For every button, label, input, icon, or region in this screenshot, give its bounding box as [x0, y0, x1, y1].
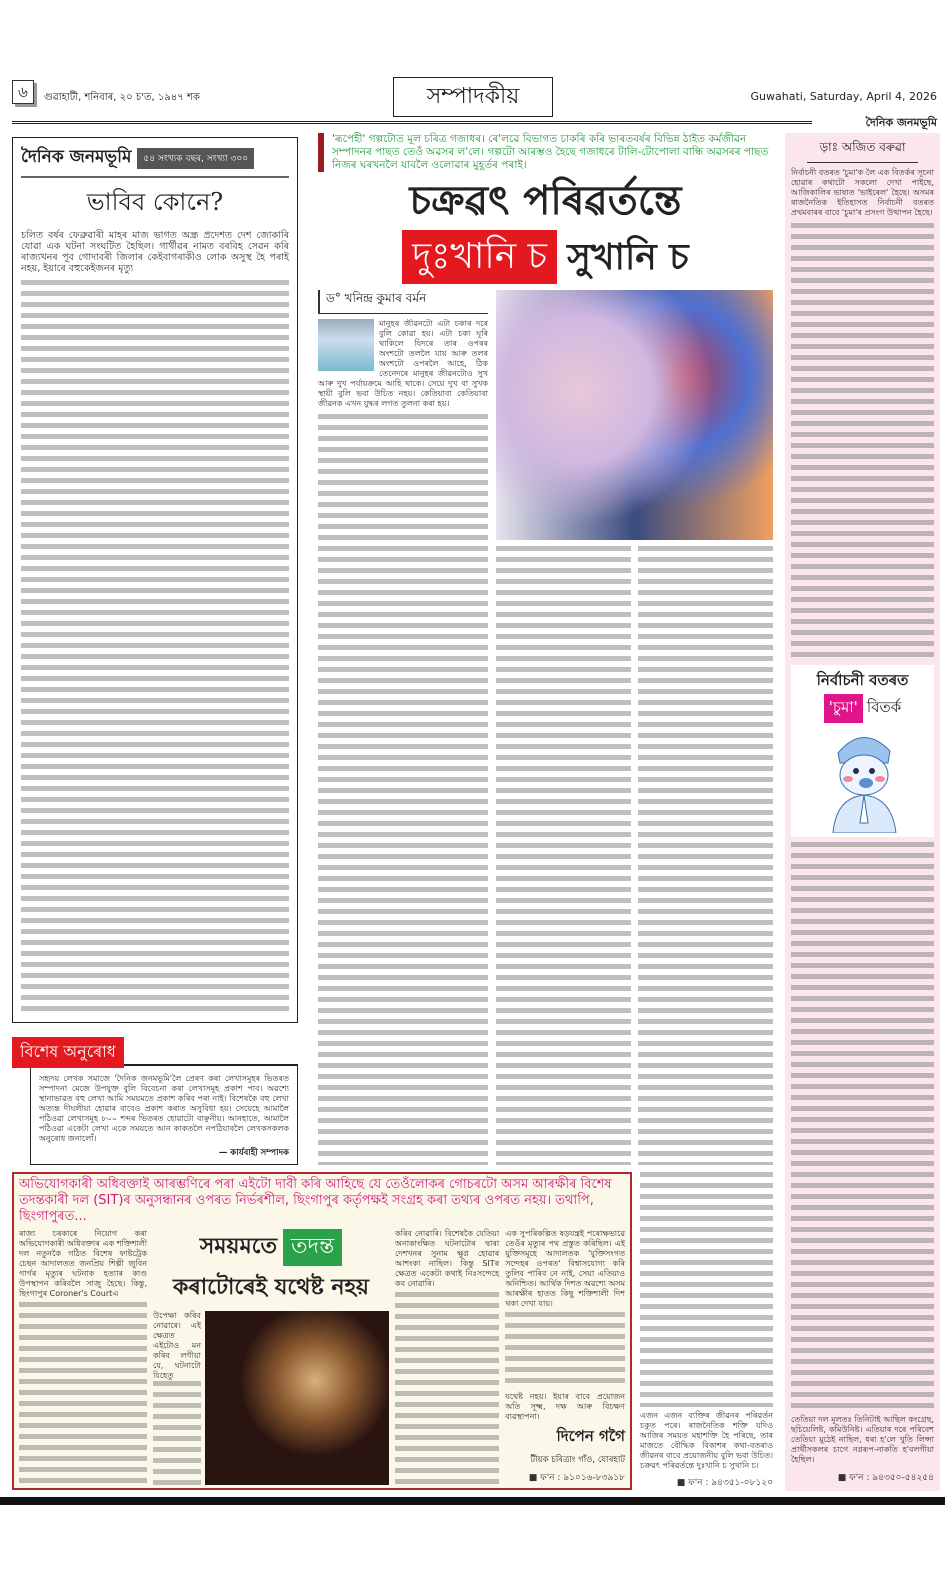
left-column: [12, 137, 298, 1165]
bottom-headline: সময়মতে: [199, 1233, 278, 1259]
editorial-title: ভাবিব কোনে?: [86, 188, 224, 216]
cartoon-title-row: [824, 694, 901, 723]
masthead-row: [21, 144, 289, 178]
feature-body-end: এজন এজন ব্যক্তিৰ জীৱনৰ পৰিৱৰ্তন চকুত পৰে। ৰাজনৈতিক শক্তি যদিও আজিৰ সময়ত মহাশক্তি হৈ পৰিছে, তাৰ মাজতে বৌদ্ধিক বিকাশৰ কথা-বতৰাও জীৱনৰ বাবে প্ৰয়োজনীয় বুলি ভবা উচিত। চক্ৰৱৎ পৰিৱৰ্তন্তে দুঃখানি চ সুখানি চ।: [640, 1411, 773, 1470]
bottom-column-3: [395, 1229, 499, 1485]
bottom-address: টীয়ক চৰিত্ৰাং গাঁও, যোৰহাট: [530, 1455, 625, 1465]
cartoon-title-rest: বিতৰ্ক: [866, 697, 902, 716]
bottom-headline-highlight: তদন্ত: [283, 1229, 342, 1266]
header-rule: [12, 121, 812, 125]
cartoon-box: [791, 665, 934, 837]
politician-cartoon-icon: [818, 723, 908, 833]
feature-column-1: [318, 290, 488, 1165]
bottom-column-4: [505, 1229, 625, 1485]
bottom-column-2: [153, 1311, 201, 1485]
date-english: Guwahati, Saturday, April 4, 2026: [750, 90, 937, 103]
text-lines: [21, 280, 289, 1016]
text-lines: [318, 414, 488, 1165]
feature-intro: 'ৰূপেহী' গল্পটোত মূল চৰিত্ৰ গজাধৰ। ৰে'লৱে বিভাগত চাকৰি কৰি ভাৰতবৰ্ষৰ বিভিন্ন ঠাইত কৰ্মজীৱন সম্পাদনৰ পাছত তেওঁ অৱসৰ ল'লে। গল্পটো আৰম্ভও হৈছে গজাধৰে টালি-টোপোলা বান্ধি অৱসৰৰ পাছত নিজৰ ঘৰখনলৈ যাবলৈ ওলোৱাৰ মুহূৰ্তৰ পৰাই।: [318, 133, 773, 172]
feature-phone: ■ ফ'ন : ৯৪৩৫১-০৮১২০: [676, 1478, 773, 1488]
feature-column-2: [496, 546, 631, 1165]
bottom-body-tail: যথেষ্ট নহয়। ইয়াৰ বাবে প্ৰয়োজন অতি সূক্ষ্ম, দক্ষ আৰু বিচক্ষণ ব্যৱস্থাপনা।: [505, 1392, 625, 1421]
footer-bar: [0, 1497, 945, 1505]
bottom-article: [12, 1172, 632, 1490]
page-number: ৬: [12, 80, 34, 104]
text-lines: [791, 842, 934, 1410]
issue-badge: ৫৪ সংখ্যক বছৰ, সংখ্যা ৩০০: [137, 148, 254, 169]
bottom-body-col4: এক সুপৰিকল্পিত ষড়যন্ত্ৰই পৰোক্ষভাৱে তেওঁৰ মৃত্যুৰ পথ প্ৰস্তুত কৰিছিল। এই যুক্তিসমূহে আদালতক 'যুক্তিসংগত সন্দেহৰ ওপৰত' বিশ্বাসযোগ্য কৰি তুলিব পাৰিব নে নাই, সেয়া এতিয়াও অনিশ্চিত। আৰ্থিক দিশত অৱশ্যে অসম আৰক্ষীৰ হাতত কিছু শক্তিশালী দিশ থকা দেখা যায়।: [505, 1229, 626, 1308]
column-box: [785, 133, 940, 1491]
notice-signature: — কাৰ্যবাহী সম্পাদক: [218, 1148, 289, 1158]
feature-illustration: [496, 290, 773, 540]
singer-photo: [205, 1311, 389, 1485]
date-assamese: গুৱাহাটী, শনিবাৰ, ২০ চ'ত, ১৯৪৭ শক: [44, 92, 200, 103]
feature-headline-highlight: দুঃখানি চ: [402, 230, 557, 284]
column-byline: ড়াঃ অজিত বৰুৱা: [807, 139, 918, 163]
bottom-body-col1: ৰাজ্য চৰকাৰে নিয়োগ কৰা অভিযোগকাৰী অধিবক্তাৰ এক শক্তিশালী দল নতুনকৈ গঠিত বিশেষ ফাষ্টট্ৰেক চেছন আদালতত জনপ্ৰিয় শিল্পী জুবিন গাৰ্গৰ মৃত্যুৰ ঘটনাক হত্যাৰ কাণ্ড উপস্থাপন কৰিবলৈ সাজু হৈছে। কিন্তু, ছিংগাপুৰ Coroner's Courtএ: [19, 1229, 147, 1298]
bottom-headline-row: [153, 1229, 389, 1266]
text-lines: [153, 1381, 201, 1485]
bottom-column-1: [19, 1229, 147, 1485]
bottom-columns: [19, 1229, 625, 1485]
masthead: দৈনিক জনমভূমি: [21, 147, 132, 167]
bottom-body-col3: কৰিব নোৱাৰি। বিশেষকৈ যেতিয়া অনাকাংক্ষিত ঘটনাটোৰ দ্বাৰা দেশখনৰ সুনাম ক্ষুণ্ণ হোৱাৰ আশংকা নাছিল। কিন্তু SITৰ ক্ষেত্ৰত একেটা কথাই নিঃসন্দেহে কব নোৱাৰি।: [395, 1229, 500, 1288]
text-lines: [19, 1302, 147, 1485]
author-photo: [318, 319, 374, 371]
paper-name: দৈনিক জনমভূমি: [863, 114, 937, 133]
feature-subcolumns: [496, 546, 773, 1165]
bottom-phone: ■ ফ'ন : ৯১০১৬-৮৩৯১৮: [528, 1473, 625, 1483]
bottom-kicker: অভিযোগকাৰী অধিবক্তাই আৰম্ভণিৰে পৰা এইটো দাবী কৰি আহিছে যে তেওঁলোকৰ গোচৰটো অসম আৰক্ষীৰ বিশেষ তদন্তকাৰী দল (SIT)ৰ অনুসন্ধানৰ ওপৰত নিৰ্ভৰশীল, ছিংগাপুৰ কৰ্তৃপক্ষই সংগ্ৰহ কৰা তথ্যৰ ওপৰত নহয়। তথাপি, ছিংগাপুৰত...: [19, 1177, 612, 1224]
text-lines: [640, 1172, 773, 1407]
bottom-column-middle: [153, 1229, 389, 1485]
editorial-box: [12, 137, 298, 1023]
cartoon-title: নিৰ্বাচনী বতৰত: [816, 670, 909, 689]
feature-body-start: মানুহৰ জীৱনটো এটা চকাৰ দৰে বুলি কোৱা হয়। এটা চকা ঘূৰি থাকিলে যিদৰে তাৰ ওপৰৰ অংশটো তললৈ যায় আৰু তলৰ অংশটো ওপৰলৈ আহে, ঠিক তেনেদৰে মানুহৰ জীৱনটোও সুখ আৰু দুখ পৰ্যায়ক্ৰমে আহি থাকে। সেয়ে দুখ বা সুখক স্থায়ী বুলি ভবা উচিত নহয়। কেতিয়াবা কেতিয়াবা জীৱনক এখন যুদ্ধৰ লগত তুলনা কৰা হয়।: [318, 319, 488, 408]
text-lines: [496, 546, 631, 1165]
bottom-body-col2: উপেক্ষা কৰিব নোৱাৰে। এই ক্ষেত্ৰত এইটোও মন কৰিব লগীয়া যে, ঘটনাটো যিহেতু: [153, 1311, 201, 1380]
bottom-author: দিপেন গগৈ: [556, 1427, 625, 1445]
text-lines: [505, 1312, 625, 1389]
notice-box: [30, 1064, 298, 1165]
column-body-end: তেতিয়া দল মূলতঃ তিনিটাই আছিল কংগ্ৰেছ, ছচিয়েলিষ্ট, কমিউনিষ্ট। এতিয়াৰ দৰে পৰিবেশ তেতিয়া মুঠেই নাছিল, ধৰা হ'লে খুতি লিপ্সা প্ৰাৰ্থীসকলৰ চাগে নগ্নৰূপ-নাকতি হ'বলগীয়া হৈছিল।: [791, 1415, 934, 1464]
feature-headline: চক্ৰৱৎ পৰিৱৰ্তন্তে: [409, 177, 682, 224]
editorial-body: চলিত বৰ্ষৰ ফেব্ৰুৱাৰী মাহৰ মাজ ভাগত অন্ধ্ৰ প্ৰদেশত দেশ জোকাৰি যোৱা এক ঘটনা সংঘটিত হৈছিল। গাৰ্থীৱৰ নামত বৰবিহ সেৱন কৰি ৰাজ্যখনৰ পূব গোদাবৰী জিলাৰ কেইবাগৰাকীও লোক অসুস্থ হৈ পৰাই নহয়, ইয়াৰে বহুকেইজনৰ মৃত্যু: [21, 230, 289, 274]
text-lines: [791, 223, 934, 660]
feature-headline-rest: সুখানি চ: [567, 236, 689, 278]
notice-body: সহৃদয় লেখক সমাজে 'দৈনিক জনমভূমি'লৈ প্ৰেৰণ কৰা লেখাসমূহৰ ভিতৰত সম্পাদনা মেজে উপযুক্ত বুলি বিবেচনা কৰা লেখাসমূহ প্ৰকাশ পাব। অৱশ্যে স্থানাভাৱত বহু লেখা আমি সময়মতে প্ৰকাশ কৰিব পৰা নাই। বিশেষকৈ বহু লেখা অত্যন্ত দীঘলীয়া হোৱাৰ বাবেও প্ৰকাশ কৰাত অসুবিধা হয়। সেয়েহে আমালৈ পঠিওৱা লেখাসমূহ ৮০০ শব্দৰ ভিতৰত হোৱাটো বাঞ্ছনীয়। আনহাতে, আমালৈ পঠিওৱা একেটা লেখা একে সময়তে আন কাকতলৈ নপঠিয়াবলৈ লেখকসকলক অনুৰোধ জনালোঁ।: [39, 1074, 289, 1143]
feature-article: [318, 133, 773, 1165]
notice-label: বিশেষ অনুৰোধ: [12, 1037, 124, 1068]
feature-headline-row: [318, 230, 773, 284]
feature-continuation: [640, 1172, 773, 1490]
feature-byline: ড° খনিন্দ্ৰ কুমাৰ বৰ্মন: [318, 290, 488, 314]
bottom-photo-row: [153, 1311, 389, 1485]
column-phone: ■ ফ'ন : ৯৪৩৫০-৫৪২৫৪: [837, 1473, 934, 1483]
text-lines: [638, 546, 773, 1165]
feature-columns: [318, 290, 773, 1165]
feature-right-columns: [496, 290, 773, 1165]
feature-lead: [318, 319, 488, 409]
feature-column-3: [638, 546, 773, 1165]
text-lines: [395, 1292, 499, 1485]
section-title: সম্পাদকীয়: [393, 77, 553, 117]
notice-section: [12, 1037, 298, 1165]
cartoon-highlight: 'চুমা': [824, 694, 863, 723]
column-body-start: নিৰ্বাচনী বতৰত 'চুমা'ক লৈ এক বিতৰ্কৰ সূচনা হোৱাৰ কথাটো সকলো দেখা পাইছে, আজিকালিৰ ভাষাত 'ভাইৰেল' হৈছে। অসমৰ ৰাজনৈতিক ইতিহাসত নিৰ্বাচনী বতৰত প্ৰথমবাৰৰ বাবে 'চুমা'ৰ প্ৰসংগ উত্থাপন হৈছে।: [791, 168, 934, 217]
bottom-headline-line2: কৰাটোৰেই যথেষ্ট নহয়: [173, 1274, 369, 1300]
